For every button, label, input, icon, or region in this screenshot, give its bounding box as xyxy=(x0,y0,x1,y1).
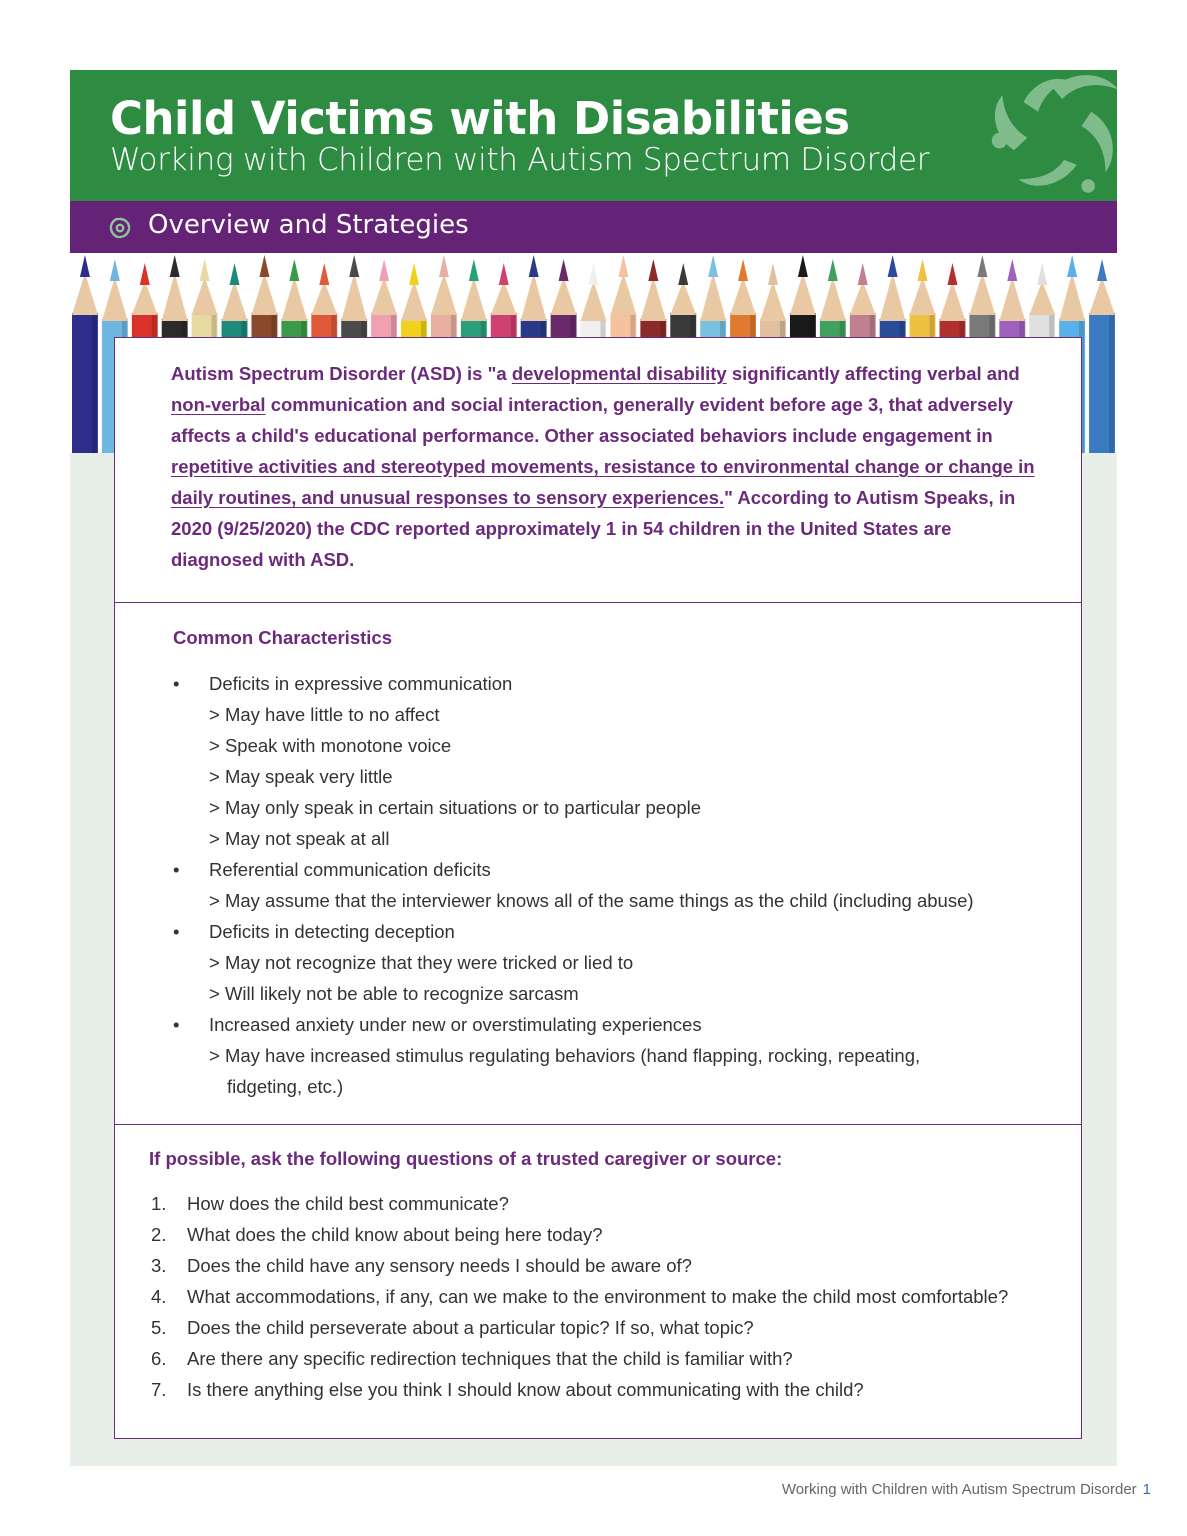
section-divider xyxy=(115,1124,1081,1125)
sub-list-item: > May speak very little xyxy=(209,766,393,787)
question-item: 5. Does the child perseverate about a particular topic? If so, what topic? xyxy=(151,1317,754,1338)
sub-list-item: > May have increased stimulus regulating behaviors (hand flapping, rocking, repeating, xyxy=(209,1045,921,1066)
intro-text-1: Autism Spectrum Disorder (ASD) is "a xyxy=(171,363,512,384)
page-footer xyxy=(782,1481,1151,1498)
swirl-logo-icon xyxy=(985,70,1117,196)
list-item: • Referential communication deficits xyxy=(173,859,491,880)
intro-text-2: significantly affecting verbal and xyxy=(726,363,1020,384)
question-item: 1. How does the child best communicate? xyxy=(151,1193,509,1214)
sub-list-item: > Will likely not be able to recognize sarcasm xyxy=(209,983,579,1004)
content-box xyxy=(114,337,1082,1439)
page-title: Child Victims with Disabilities xyxy=(110,92,850,145)
questions-heading: If possible, ask the following questions of a trusted caregiver or source: xyxy=(149,1148,783,1169)
question-item: 3. Does the child have any sensory needs I should be aware of? xyxy=(151,1255,692,1276)
pencil xyxy=(1089,259,1115,453)
sub-list-item: > May not recognize that they were tricked or lied to xyxy=(209,952,634,973)
question-item: 7. Is there anything else you think I should know about communicating with the child? xyxy=(151,1379,864,1400)
sub-list-item: fidgeting, etc.) xyxy=(227,1076,344,1097)
sub-list-item: > Speak with monotone voice xyxy=(209,735,452,756)
header-banner xyxy=(70,70,1117,201)
swirl-icon xyxy=(108,216,132,240)
intro-paragraph xyxy=(171,358,1041,575)
page-number: 1 xyxy=(1142,1481,1151,1498)
sub-list-item: > May only speak in certain situations or to particular people xyxy=(209,797,702,818)
characteristics-list xyxy=(173,668,1033,1102)
characteristics-heading: Common Characteristics xyxy=(173,627,392,648)
non-verbal-link[interactable]: non-verbal xyxy=(171,394,266,415)
section-band-title: Overview and Strategies xyxy=(148,210,469,240)
sub-list-item: > May not speak at all xyxy=(209,828,390,849)
page-subtitle: Working with Children with Autism Spectrum Disorder xyxy=(110,142,930,178)
pencil xyxy=(72,255,98,453)
section-band xyxy=(70,201,1117,253)
list-item: • Deficits in expressive communication xyxy=(173,673,513,694)
sub-list-item: > May assume that the interviewer knows all of the same things as the child (including abuse) xyxy=(209,890,974,911)
question-item: 4. What accommodations, if any, can we make to the environment to make the child most comfortable? xyxy=(151,1286,1009,1307)
list-item: • Deficits in detecting deception xyxy=(173,921,455,942)
developmental-disability-link[interactable]: developmental disability xyxy=(511,363,727,384)
footer-title: Working with Children with Autism Spectrum Disorder xyxy=(781,1481,1137,1498)
question-item: 2. What does the child know about being here today? xyxy=(151,1224,603,1245)
questions-list xyxy=(151,1188,1061,1405)
question-item: 6. Are there any specific redirection techniques that the child is familiar with? xyxy=(151,1348,793,1369)
list-item: • Increased anxiety under new or overstimulating experiences xyxy=(173,1014,702,1035)
intro-text-4: " According to Autism Speaks, in 2020 (9/25/2020) the CDC reported approximately 1 in 54 children in the United States are diagnosed with ASD. xyxy=(171,487,1016,570)
section-divider xyxy=(115,602,1081,603)
sub-list-item: > May have little to no affect xyxy=(209,704,440,725)
intro-text-3: communication and social interaction, generally evident before age 3, that adversely affects a child's educational performance. Other associated behaviors include engagement in xyxy=(171,394,1014,446)
behaviors-link[interactable]: repetitive activities and stereotyped movements, resistance to environmental change or change in daily routines, and unusual responses to sensory experiences. xyxy=(171,456,1035,508)
